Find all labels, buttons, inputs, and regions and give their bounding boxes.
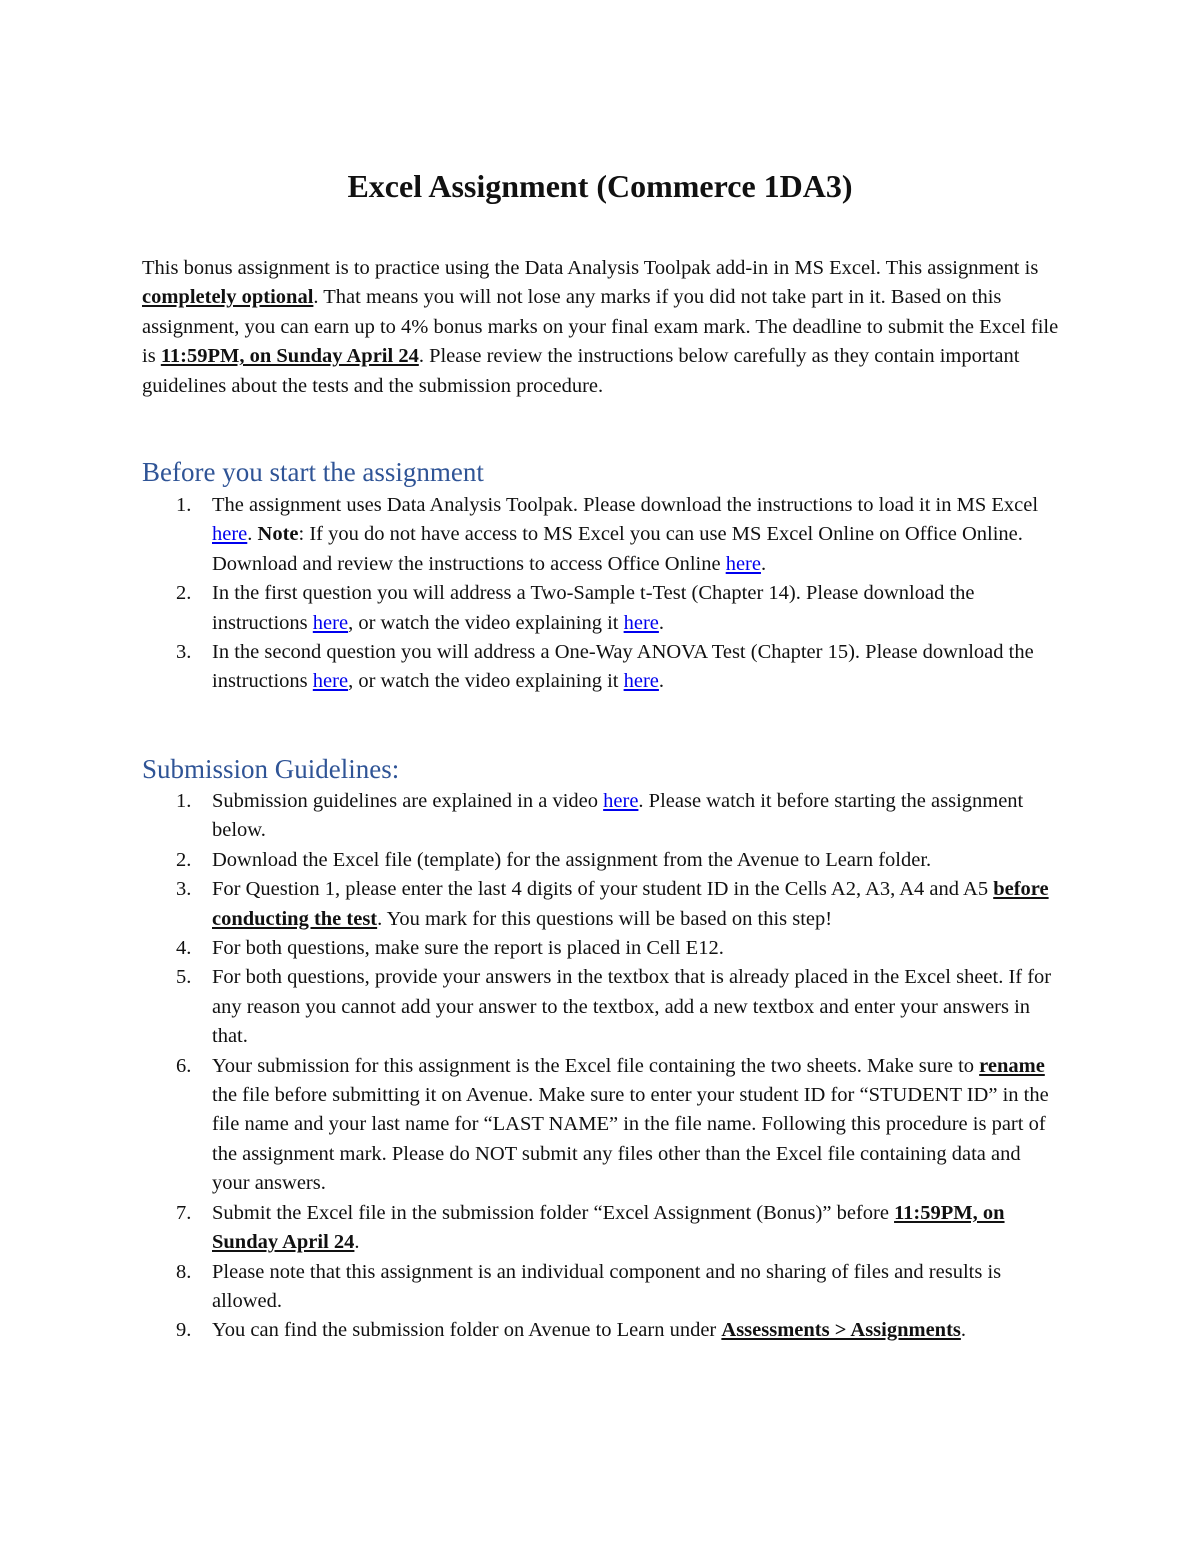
list-item: [142, 1199, 1062, 1258]
toolpak-instructions-link[interactable]: here: [212, 523, 248, 546]
section-heading-submission: Submission Guidelines:: [142, 754, 400, 784]
list-item-number: 9.: [176, 1319, 192, 1342]
emphasis-rename: rename: [979, 1054, 1045, 1077]
intro-emphasis-optional: completely optional: [142, 286, 314, 309]
list-item-text: Please note that this assignment is an individual component and no sharing of files and results is allowed.: [212, 1260, 1002, 1312]
section-heading-before-start: Before you start the assignment: [142, 457, 484, 487]
list-item-number: 6.: [176, 1054, 192, 1077]
list-item-text: For both questions, make sure the report is placed in Cell E12.: [212, 937, 724, 960]
list-item-text: For both questions, provide your answers in the textbox that is already placed in the Excel sheet. If for any reason you cannot add your answer to the textbox, add a new textbox and enter your answers in that.: [212, 966, 1052, 1048]
list-item-text: The assignment uses Data Analysis Toolpak. Please download the instructions to load it in MS Excel: [212, 494, 1039, 516]
list-item-text: For Question 1, please enter the last 4 digits of your student ID in the Cells A2, A3, A4 and A5: [212, 878, 994, 901]
intro-paragraph: [142, 254, 1062, 401]
list-item-text: , or watch the video explaining it: [348, 611, 624, 634]
list-item-text: .: [354, 1231, 360, 1254]
list-item: [142, 1316, 1062, 1345]
list-item-number: 1.: [176, 494, 192, 516]
ttest-video-link[interactable]: here: [623, 611, 659, 634]
list-item: [142, 491, 1062, 579]
list-item-text: In the second question you will address a One-Way ANOVA Test (Chapter 15). Please download the instructions: [212, 641, 1034, 693]
list-item-number: 3.: [176, 878, 192, 901]
list-item-text: . You mark for this questions will be based on this step!: [377, 907, 833, 930]
list-item-text: .: [658, 611, 665, 634]
list-item: [142, 638, 1062, 697]
list-item-text: Your submission for this assignment is the Excel file containing the two sheets. Make sure to: [212, 1054, 980, 1077]
list-item-text: In the first question you will address a Two-Sample t-Test (Chapter 14). Please download the instructions: [212, 582, 975, 634]
emphasis-before-test: before conducting the test: [212, 878, 1049, 930]
list-item-number: 2.: [176, 582, 192, 605]
list-item-text: Download the Excel file (template) for the assignment from the Avenue to Learn folder.: [212, 848, 932, 871]
list-item-number: 2.: [176, 848, 192, 871]
list-item-text: .: [658, 670, 665, 693]
office-online-instructions-link[interactable]: here: [725, 552, 761, 575]
list-item-text: .: [960, 1319, 966, 1342]
list-item-text: Submit the Excel file in the submission folder “Excel Assignment (Bonus)” before: [212, 1201, 895, 1224]
note-label: Note: [257, 523, 299, 546]
ttest-instructions-link[interactable]: here: [312, 611, 349, 634]
emphasis-assessments-path: Assessments > Assignments: [721, 1319, 961, 1342]
list-item-text: .: [760, 552, 767, 575]
list-item: [142, 875, 1062, 934]
list-item-number: 1.: [176, 790, 192, 812]
list-item: [142, 846, 1062, 875]
list-item: [142, 579, 1062, 638]
list-item-text: You can find the submission folder on Avenue to Learn under: [212, 1319, 722, 1342]
emphasis-deadline: 11:59PM, on Sunday April 24: [212, 1201, 1005, 1254]
list-item-number: 5.: [176, 966, 192, 989]
list-item: [142, 1052, 1062, 1199]
list-item: [142, 1258, 1062, 1317]
intro-text-3: . Please review the instructions below carefully as they contain important guidelines about the tests and the submission procedure.: [142, 345, 1020, 397]
list-item: [142, 787, 1062, 846]
anova-instructions-link[interactable]: here: [312, 670, 349, 693]
list-item-text: .: [247, 523, 258, 546]
list-item: [142, 934, 1062, 963]
list-item-text: . Please watch it before starting the assignment below.: [212, 790, 1024, 842]
list-item-number: 4.: [176, 937, 192, 960]
intro-text-2: . That means you will not lose any marks if you did not take part in it. Based on this assignment, you can earn up to 4% bonus marks on your final exam mark. The deadline to submit the Excel file is: [142, 286, 1059, 368]
page-title: Excel Assignment (Commerce 1DA3): [347, 168, 853, 204]
intro-text-1: This bonus assignment is to practice using the Data Analysis Toolpak add-in in MS Excel. This assignment is: [142, 257, 1039, 279]
list-item-text: , or watch the video explaining it: [348, 670, 624, 693]
submission-guidelines-list: [142, 787, 1062, 1346]
list-item-number: 3.: [176, 641, 192, 664]
list-item: [142, 963, 1062, 1051]
list-item-number: 7.: [176, 1201, 192, 1224]
list-item-text: : If you do not have access to MS Excel you can use MS Excel Online on Office Online. Download and review the instructions to access Office Online: [212, 523, 1023, 575]
list-item-text: Submission guidelines are explained in a video: [212, 790, 604, 812]
list-item-number: 8.: [176, 1260, 192, 1283]
intro-deadline: 11:59PM, on Sunday April 24: [160, 345, 419, 368]
list-item-text: the file before submitting it on Avenue. Make sure to enter your student ID for “STUDENT ID” in the file name and your last name for “LAST NAME” in the file name. Following this procedure is part of the assignment mark. Please do NOT submit any files other than the Excel file containing data and your answers.: [212, 1084, 1049, 1195]
submission-video-link[interactable]: here: [603, 790, 639, 812]
before-start-list: [142, 491, 1062, 697]
anova-video-link[interactable]: here: [623, 670, 659, 693]
